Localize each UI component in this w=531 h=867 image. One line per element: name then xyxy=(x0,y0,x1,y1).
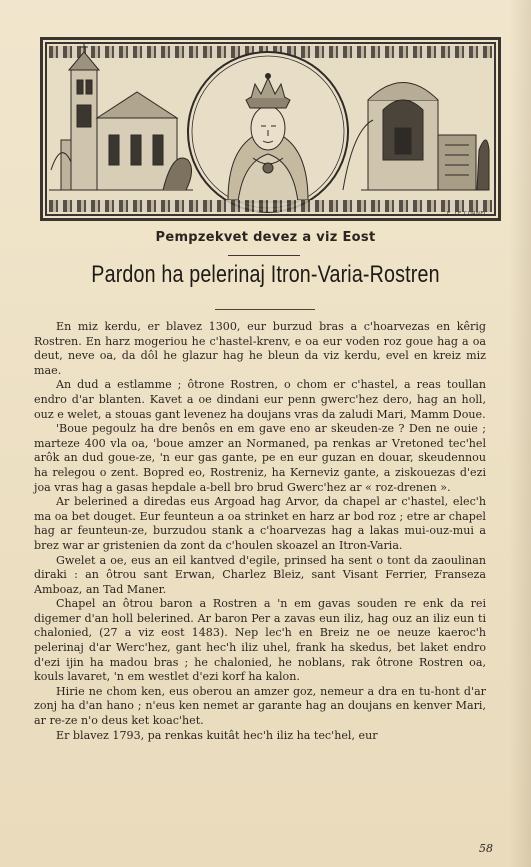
paragraph: Hirie ne chom ken, eus oberou an amzer goz, nemeur a dra en tu-hont d'ar zonj ha d'an hano ; n'eus ken nemet ar garante hag an doujans en kenver Mari, ar re-ze n'o deus ket koac'het. xyxy=(34,684,486,728)
decorative-frieze-bottom xyxy=(49,200,492,212)
page-title: Pardon ha pelerinaj Itron-Varia-Rostren xyxy=(91,261,440,288)
page-edge-shadow xyxy=(509,0,531,867)
divider xyxy=(215,309,315,310)
section-subtitle: Pempzekvet devez a viz Eost xyxy=(155,230,376,245)
paragraph: Chapel an ôtrou baron a Rostren a 'n em gavas souden re enk da rei digemer d'an holl belerined. Ar baron Per a zavas eun iliz, hag ouz an iliz eun ti chalonied, (27 a viz eost 1483). Nep lec'h en Breiz ne oe neuze kaeroc'h pelerinaj d'ar Werc'hez, gant hec'h iliz uhel, frank ha skedus, bet laket endro d'ezi ijin ha madou bras ; he chalonied, he noblans, rak ôtrone Rostren oa, kouls lavaret, 'n em westlet d'ezi korf ha kalon. xyxy=(34,597,486,684)
page-number: 58 xyxy=(479,842,493,855)
engraving-illustration xyxy=(43,40,498,218)
article-body xyxy=(34,320,486,743)
fountain-engraving xyxy=(343,83,489,191)
paragraph: Gwelet a oe, eus an eil kantved d'egile, prinsed ha sent o tont da zaoulinan diraki : an ôtrou sant Erwan, Charlez Bleiz, sant Visant Ferrier, Franseza Amboaz, an Tad Maner. xyxy=(34,553,486,596)
paragraph: Er blavez 1793, pa renkas kuitât hec'h iliz ha tec'hel, eur xyxy=(56,728,378,742)
paragraph: An dud a estlamme ; ôtrone Rostren, o chom er c'hastel, a reas toullan endro d'ar blanten. Kavet a oe dindani eur penn gwerc'hez dero, hag an holl, ouz e welet, a stouas gant levenez ha doujans vras da zaludi Mari, Mamm Doue. xyxy=(34,378,486,421)
paragraph: 'Boue pegoulz ha dre benôs en em gave eno ar skeuden-ze ? Den ne ouie ; marteze 400 vla oa, 'boue amzer an Normaned, pa renkas ar Vretoned tec'hel arôk an dud goue-ze, 'n eur gas gante, pe en eur guzan en douar, skeudennou ha relegou o zent. Bopred eo, Rostreniz, ha Kerneviz gante, a ziskouezas d'ezi joa vras hag a gasas hepdale a-bell bro brud Gwerc'hez ar « roz-drenen ». xyxy=(34,422,486,494)
header-engraving xyxy=(40,37,501,221)
church-engraving xyxy=(49,44,193,190)
madonna-medallion xyxy=(188,52,348,212)
divider xyxy=(228,255,300,256)
paragraph: En miz kerdu, er blavez 1300, eur burzud bras a c'hoarvezas en kêrig Rostren. En harz mogeriou he c'hastel-krenv, e oa eur voden roz goue hag a oa deut, neve oa, da dôl he glazur hag he bleun da viz kerdu, evel en kreiz miz mae. xyxy=(34,320,486,377)
paragraph: Ar belerined a diredas eus Argoad hag Arvor, da chapel ar c'hastel, elec'h ma oa bet douget. Eur feunteun a oa strinket en harz ar bod roz ; etre ar chapel hag ar feunteun-ze, burzudou stank a c'hoarvezas hag a lakas mui-ouz-mui a brez war ar gristenien da zont da c'houlen skoazel an Itron-Varia. xyxy=(34,495,486,552)
engraver-signature: E. LE CORNEC xyxy=(446,211,488,217)
